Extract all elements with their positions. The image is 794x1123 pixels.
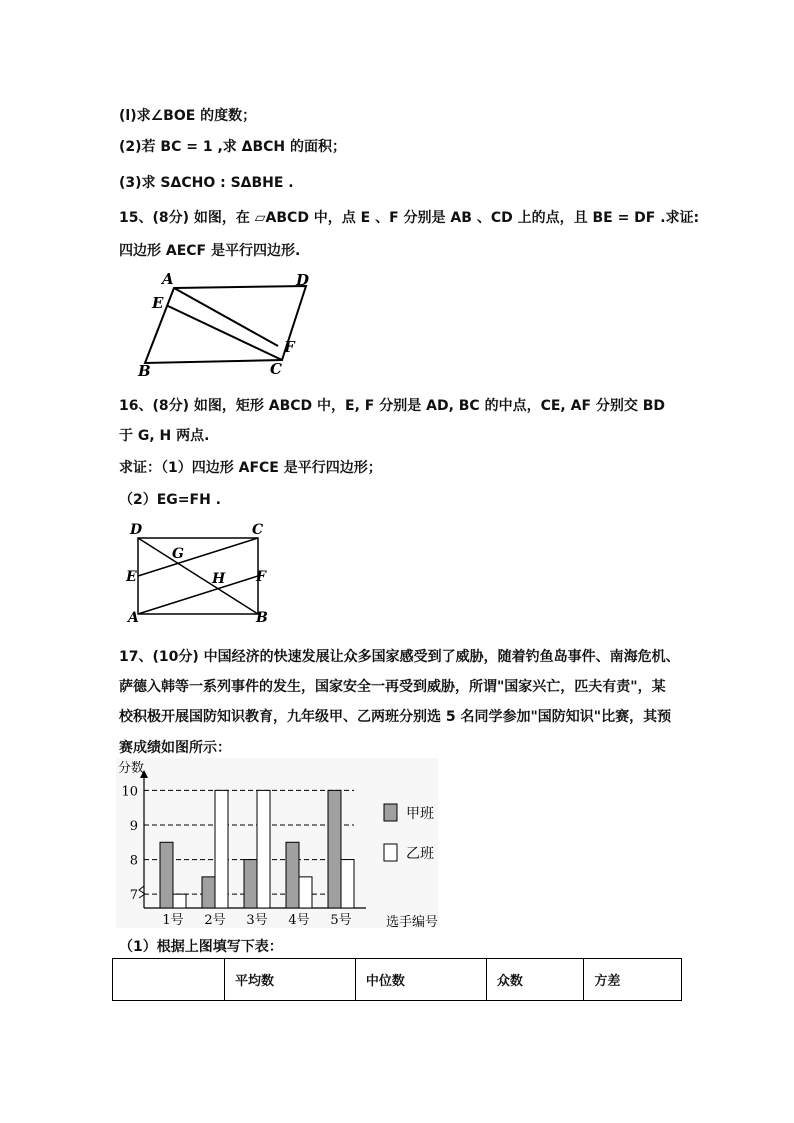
table-header-mean: 平均数	[225, 959, 356, 1001]
q15-parallelogram-figure	[130, 268, 330, 380]
label-e: E	[152, 294, 164, 312]
y-tick-label: 8	[129, 853, 138, 869]
label-f: F	[284, 338, 295, 356]
q15-line-2: 四边形 AECF 是平行四边形.	[119, 243, 301, 259]
label-a: A	[128, 610, 139, 624]
q17-line-4: 赛成绩如图所示：	[119, 740, 231, 756]
x-tick-label: 4号	[288, 913, 310, 928]
x-tick-label: 2号	[204, 913, 226, 928]
y-tick-label: 7	[129, 888, 138, 904]
y-axis-label: 分数	[118, 761, 145, 776]
y-tick-label: 10	[121, 784, 138, 800]
bar-乙班-5号	[341, 860, 354, 908]
table-header-variance: 方差	[584, 959, 682, 1001]
bar-乙班-1号	[173, 894, 186, 908]
bar-甲班-3号	[244, 860, 257, 908]
label-c: C	[270, 360, 282, 378]
bar-乙班-3号	[257, 790, 270, 908]
label-b: B	[138, 362, 151, 380]
label-f: F	[256, 569, 266, 585]
q15-line-1: 15、(8分) 如图，在 ▱ABCD 中，点 E 、F 分别是 AB 、CD 上的点，且 BE = DF .求证:	[119, 210, 700, 226]
label-g: G	[172, 546, 184, 562]
x-tick-label: 3号	[246, 913, 268, 928]
bar-甲班-4号	[286, 842, 299, 908]
label-b: B	[256, 610, 268, 624]
label-e: E	[126, 569, 137, 585]
x-axis-label: 选手编号	[385, 915, 438, 928]
table-header-mode: 众数	[486, 959, 584, 1001]
table-header-row	[113, 959, 682, 1001]
table-header-blank	[113, 959, 225, 1001]
label-d: D	[130, 522, 143, 538]
q14-part-2: (2)若 BC = 1 ,求 ΔBCH 的面积；	[119, 139, 347, 155]
q16-line-4: （2）EG=FH .	[119, 492, 221, 508]
x-tick-label: 1号	[162, 913, 184, 928]
bar-乙班-2号	[215, 790, 228, 908]
q16-line-3: 求证：（1）四边形 AFCE 是平行四边形；	[119, 460, 382, 476]
table-header-median: 中位数	[355, 959, 486, 1001]
legend-swatch-甲班	[384, 804, 397, 821]
label-a: A	[162, 270, 174, 288]
q16-line-1: 16、(8分) 如图，矩形 ABCD 中，E, F 分别是 AD, BC 的中点，CE, AF 分别交 BD	[119, 398, 666, 414]
legend-label-甲班: 甲班	[406, 806, 434, 822]
bar-乙班-4号	[299, 877, 312, 908]
legend-swatch-乙班	[384, 844, 397, 861]
q16-rectangle-figure	[124, 520, 280, 624]
label-d: D	[296, 271, 310, 289]
x-tick-label: 5号	[330, 913, 352, 928]
q17-sub-1: （1）根据上图填写下表：	[119, 939, 283, 955]
segment-ec	[138, 538, 258, 576]
segment-ec	[168, 306, 282, 360]
label-c: C	[252, 522, 264, 538]
segment-af	[138, 576, 258, 614]
q17-line-1: 17、(10分) 中国经济的快速发展让众多国家感受到了威胁，随着钓鱼岛事件、南海危机、	[119, 649, 680, 665]
q17-line-3: 校积极开展国防知识教育，九年级甲、乙两班分别选 5 名同学参加"国防知识"比赛，其预	[119, 709, 672, 725]
statistics-table	[112, 958, 682, 1001]
bar-甲班-5号	[328, 790, 341, 908]
diagonal-db	[138, 538, 258, 614]
label-h: H	[212, 571, 226, 587]
y-tick-label: 9	[129, 818, 138, 834]
bar-甲班-2号	[202, 877, 215, 908]
q14-part-1: (l)求∠BOE 的度数；	[119, 108, 257, 124]
parallelogram-abcd	[145, 286, 306, 363]
bar-甲班-1号	[160, 842, 173, 908]
score-bar-chart	[116, 758, 438, 928]
q17-line-2: 萨德入韩等一系列事件的发生，国家安全一再受到威胁，所谓"国家兴亡，匹夫有责"，某	[119, 679, 666, 695]
q14-part-3: (3)求 SΔCHO : SΔBHE .	[119, 175, 294, 191]
q16-line-2: 于 G, H 两点.	[119, 428, 210, 444]
legend-label-乙班: 乙班	[406, 846, 434, 862]
